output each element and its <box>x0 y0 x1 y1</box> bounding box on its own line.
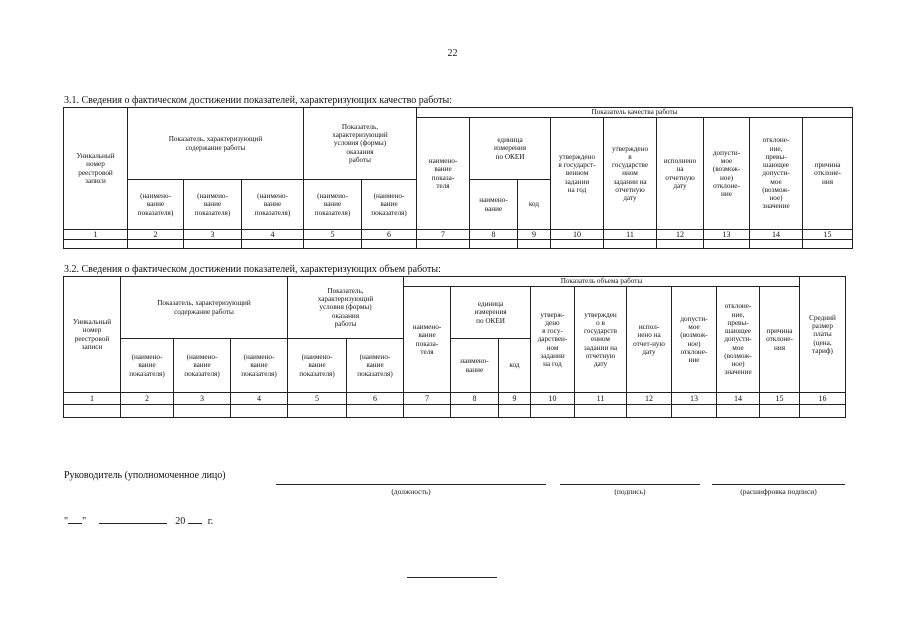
col-reason: причина отклоне- ния <box>803 118 853 230</box>
data-cell[interactable] <box>174 405 231 418</box>
col-approved-date: утверждено в государстве нном задании на отчетную дату <box>604 118 657 230</box>
col-number: 4 <box>231 393 288 405</box>
col-number: 3 <box>184 230 242 240</box>
data-cell[interactable] <box>470 240 518 249</box>
col-number: 1 <box>64 393 121 405</box>
col-number: 6 <box>362 230 417 240</box>
decoding-caption: (расшифровка подписи) <box>740 487 817 496</box>
data-cell[interactable] <box>672 405 717 418</box>
col-number: 11 <box>604 230 657 240</box>
data-cell[interactable] <box>304 240 362 249</box>
col-number: 13 <box>704 230 750 240</box>
data-cell[interactable] <box>184 240 242 249</box>
sub-name-4: (наимено- вание показателя) <box>304 180 362 230</box>
day-field[interactable] <box>68 514 82 524</box>
sub-name-2: (наимено- вание показателя) <box>174 339 231 393</box>
col-number: 12 <box>657 230 704 240</box>
data-cell[interactable] <box>417 240 470 249</box>
section-1-title: 3.1. Сведения о фактическом достижении показателей, характеризующих качество работы: <box>64 95 453 106</box>
sub-name-3: (наимено- вание показателя) <box>231 339 288 393</box>
data-cell[interactable] <box>800 405 846 418</box>
col-approved-year: утверждено в государст- венном задании на год <box>551 118 604 230</box>
col-number: 3 <box>174 393 231 405</box>
col-number: 12 <box>627 393 672 405</box>
col-number: 9 <box>499 393 531 405</box>
year-prefix: 20 <box>175 516 186 527</box>
data-cell[interactable] <box>231 405 288 418</box>
sub-name-1: (наимено- вание показателя) <box>121 339 174 393</box>
data-cell[interactable] <box>64 240 128 249</box>
year-field[interactable] <box>188 514 202 524</box>
col-content-indicator: Показатель, характеризующий содержание работы <box>128 108 304 180</box>
data-cell[interactable] <box>704 240 750 249</box>
col-number: 10 <box>531 393 575 405</box>
col-number: 2 <box>121 393 174 405</box>
col-number: 13 <box>672 393 717 405</box>
data-cell[interactable] <box>575 405 627 418</box>
col-avg-price: Средний размер платы (цена, тариф) <box>800 277 846 393</box>
data-cell[interactable] <box>121 405 174 418</box>
data-cell[interactable] <box>242 240 304 249</box>
col-number: 14 <box>750 230 803 240</box>
data-cell[interactable] <box>627 405 672 418</box>
data-cell[interactable] <box>657 240 704 249</box>
date-row <box>64 514 213 527</box>
col-number: 1 <box>64 230 128 240</box>
data-cell[interactable] <box>531 405 575 418</box>
data-cell[interactable] <box>362 240 417 249</box>
quality-table <box>63 107 853 249</box>
position-caption: (должность) <box>391 487 431 496</box>
year-suffix: г. <box>207 516 214 527</box>
data-cell[interactable] <box>604 240 657 249</box>
col-number: 8 <box>451 393 499 405</box>
footnote-separator <box>407 577 497 578</box>
col-approved-date: утвержден о в государств енном задании на отчетную дату <box>575 287 627 393</box>
col-content-indicator: Показатель, характеризующий содержание работы <box>121 277 288 339</box>
data-cell[interactable] <box>803 240 853 249</box>
col-excess-deviation: отклоне- ние, превы- шающее допусти- мое (возмож- ное) значение <box>717 287 760 393</box>
sub-name-2: (наимено- вание показателя) <box>184 180 242 230</box>
col-number: 4 <box>242 230 304 240</box>
sub-name-4: (наимено- вание показателя) <box>288 339 347 393</box>
decoding-field[interactable] <box>712 484 845 485</box>
sub-name-5: (наимено- вание показателя) <box>347 339 404 393</box>
data-cell[interactable] <box>499 405 531 418</box>
data-cell[interactable] <box>750 240 803 249</box>
sub-name-3: (наимено- вание показателя) <box>242 180 304 230</box>
col-number: 9 <box>518 230 551 240</box>
col-number: 5 <box>304 230 362 240</box>
col-number: 15 <box>803 230 853 240</box>
col-number: 6 <box>347 393 404 405</box>
sub-name-1: (наимено- вание показателя) <box>128 180 184 230</box>
data-cell[interactable] <box>404 405 451 418</box>
col-unit-name: наимено- вание <box>470 180 518 230</box>
col-number: 8 <box>470 230 518 240</box>
col-approved-year: утверж- дено в госу- дарствен- ном задании на год <box>531 287 575 393</box>
month-field[interactable] <box>99 514 167 524</box>
col-unit-name: наимено- вание <box>451 339 499 393</box>
position-field[interactable] <box>276 484 546 485</box>
col-executed: исполнено на отчетную дату <box>657 118 704 230</box>
table-row <box>64 240 853 249</box>
col-unique-number: Уникальный номер реестровой записи <box>64 108 128 230</box>
col-number: 11 <box>575 393 627 405</box>
data-cell[interactable] <box>128 240 184 249</box>
col-unit-code: код <box>499 339 531 393</box>
col-number: 14 <box>717 393 760 405</box>
page-number: 22 <box>447 48 458 59</box>
col-number: 7 <box>404 393 451 405</box>
data-cell[interactable] <box>451 405 499 418</box>
col-number: 10 <box>551 230 604 240</box>
col-number: 2 <box>128 230 184 240</box>
col-unit-code: код <box>518 180 551 230</box>
signature-label: Руководитель (уполномоченное лицо) <box>64 470 226 481</box>
signature-field[interactable] <box>560 484 700 485</box>
section-2-title: 3.2. Сведения о фактическом достижении показателей, характеризующих объем работы: <box>64 264 441 275</box>
col-number: 7 <box>417 230 470 240</box>
col-excess-deviation: отклоне- ние, превы- шающее допусти- мое (возмож- ное) значение <box>750 118 803 230</box>
table-row <box>64 405 846 418</box>
col-conditions-indicator: Показатель, характеризующий условия (формы) оказания работы <box>304 108 417 180</box>
col-number: 5 <box>288 393 347 405</box>
group-volume-indicator: Показатель объема работы <box>404 277 800 287</box>
quote-open: " <box>64 516 69 527</box>
sub-name-5: (наимено- вание показателя) <box>362 180 417 230</box>
signature-caption: (подпись) <box>614 487 646 496</box>
data-cell[interactable] <box>64 405 121 418</box>
group-quality-indicator: Показатель качества работы <box>417 108 853 118</box>
col-indicator-name: наимено- вание показа- теля <box>404 287 451 393</box>
data-cell[interactable] <box>717 405 760 418</box>
col-reason: причина отклоне- ния <box>760 287 800 393</box>
col-number: 16 <box>800 393 846 405</box>
volume-table <box>63 276 846 418</box>
numbers-row <box>64 230 853 240</box>
col-conditions-indicator: Показатель, характеризующий условия (формы) оказания работы <box>288 277 404 339</box>
quote-close: " <box>82 516 87 527</box>
col-executed: испол- нено на отчет-ную дату <box>627 287 672 393</box>
data-cell[interactable] <box>760 405 800 418</box>
numbers-row <box>64 393 846 405</box>
col-unit: единица измерения по ОКЕИ <box>470 118 551 180</box>
data-cell[interactable] <box>288 405 347 418</box>
data-cell[interactable] <box>347 405 404 418</box>
data-cell[interactable] <box>551 240 604 249</box>
col-indicator-name: наимено- вание показа- теля <box>417 118 470 230</box>
col-allowed-deviation: допусти- мое (возмож- ное) отклоне- ние <box>704 118 750 230</box>
col-allowed-deviation: допусти- мое (возмож- ное) отклоне- ние <box>672 287 717 393</box>
data-cell[interactable] <box>518 240 551 249</box>
col-unique-number: Уникальный номер реестровой записи <box>64 277 121 393</box>
col-number: 15 <box>760 393 800 405</box>
col-unit: единица измерения по ОКЕИ <box>451 287 531 339</box>
